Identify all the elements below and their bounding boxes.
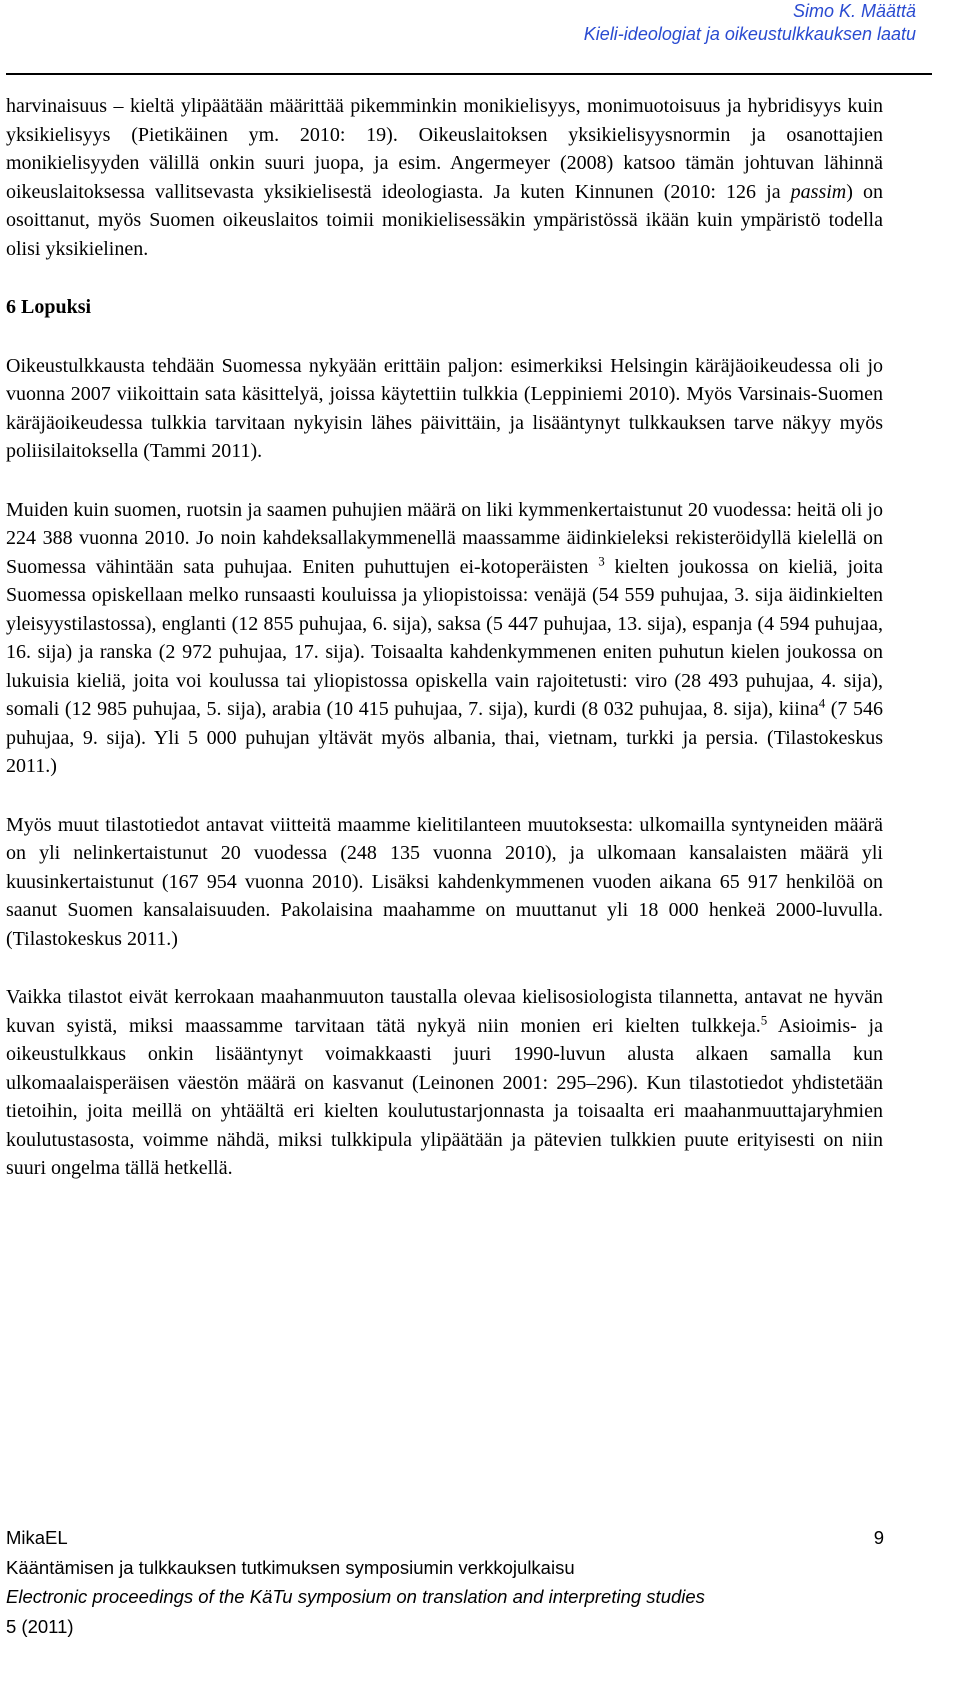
page-footer	[6, 1523, 884, 1641]
section-heading: 6 Lopuksi	[6, 296, 92, 318]
running-header	[584, 0, 916, 46]
header-rule	[6, 73, 932, 75]
paragraph-5: Vaikka tilastot eivät kerrokaan maahanmuuton taustalla olevaa kielisosiologista tilannetta, antavat ne hyvän kuvan syistä, miksi maassamme tarvitaan tätä nykyä niin monien eri kielten tulkkeja.$^5$ Asioimis- ja oikeustulkkaus onkin lisääntynyt voimakkaasti juuri 1990-luvun alusta alkaen samalla kun ulkomaalaisperäisen väestön määrä on kasvanut (Leinonen 2001: 295–296). Kun tilastotiedot yhdistetään tietoihin, joita meillä on yhtäältä eri kielten koulutustarjonnasta ja toisaalta eri maahanmuuttajaryhmien koulutustasosta, voimme nähdä, miksi tulkkipula ylipäätään ja pätevien tulkkien puute erityisesti on niin suuri ongelma tällä hetkellä.	[6, 986, 883, 1179]
footnote-ref-3: 3	[598, 552, 605, 568]
footnote-ref-4: 4	[818, 695, 826, 711]
footer-line-2: Electronic proceedings of the KäTu symposium on translation and interpreting studies	[6, 1586, 705, 1607]
paragraph-3: Muiden kuin suomen, ruotsin ja saamen puhujien määrä on liki kymmenkertaistunut 20 vuodessa: heitä oli jo 224 388 vuonna 2010. Jo noin kahdeksallakymmenellä maassamme äidinkieleksi rekisteröidyllä kielellä on Suomessa vähintään sata puhujaa. Eniten puhuttujen ei-kotoperäisten $^3$ kielten joukossa on kieliä, joita Suomessa opiskellaan melko runsaasti kouluissa ja yliopistoissa: venäjä (54 559 puhujaa, 3. sija äidinkielten yleisyystilastossa), englanti (12 855 puhujaa, 6. sija), saksa (5 447 puhujaa, 13. sija), espanja (4 594 puhujaa, 16. sija) ja ranska (2 972 puhujaa, 17. sija). Toisaalta kahdenkymmenen eniten puhutun kielen joukossa on lukuisia kieliä, joita voi koulussa tai yliopistossa opiskella vain rajoitetusti: viro (28 493 puhujaa, 4. sija), somali (12 985 puhujaa, 5. sija), arabia (10 415 puhujaa, 7. sija), kurdi (8 032 puhujaa, 8. sija), kiina$^4$ (7 546 puhujaa, 9. sija). Yli 5 000 puhujan yltävät myös albania, thai, vietnam, turkki ja persia. (Tilastokeskus 2011.)	[6, 498, 883, 777]
footer-line-3: 5 (2011)	[6, 1615, 74, 1637]
footer-line-1: Kääntämisen ja tulkkauksen tutkimuksen symposiumin verkkojulkaisu	[6, 1556, 575, 1578]
header-title: Kieli-ideologiat ja oikeustulkkauksen laatu	[583, 24, 916, 44]
body-text	[6, 92, 883, 1183]
header-author: Simo K. Määttä	[792, 1, 916, 21]
paragraph-1: harvinaisuus – kieltä ylipäätään määrittää pikemminkin monikielisyys, monimuotoisuus ja hybridisyys kuin yksikielisyys (Pietikäinen ym. 2010: 19). Oikeuslaitoksen yksikielisyysnormin ja osanottajien monikielisyyden välillä onkin suuri juopa, ja esim. Angermeyer (2008) katsoo tämän johtuvan lähinnä oikeuslaitoksessa vallitsevasta yksikielisestä ideologiasta. Ja kuten Kinnunen (2010: 126 ja passim) on osoittanut, myös Suomen oikeuslaitos toimii monikielisessäkin ympäristössä ikään kuin ympäristö todella olisi yksikielinen.	[6, 95, 884, 260]
emphasis-passim: passim	[790, 180, 847, 203]
paragraph-4: Myös muut tilastotiedot antavat viitteitä maamme kielitilanteen muutoksesta: ulkomailla syntyneiden määrä on yli nelinkertaistunut 20 vuodessa (248 135 vuonna 2010), ja ulkomaan kansalaisten määrä yli kuusinkertaistunut (167 954 vuonna 2010). Lisäksi kahdenkymmenen vuoden aikana 65 917 henkilöä on saanut Suomen kansalaisuuden. Pakolaisina maahamme on muuttanut yli 18 000 henkeä 2000-luvulla. (Tilastokeskus 2011.)	[6, 813, 883, 950]
footnote-ref-5: 5	[760, 1011, 768, 1027]
paragraph-2: Oikeustulkkausta tehdään Suomessa nykyään erittäin paljon: esimerkiksi Helsingin käräjäoikeudessa oli jo vuonna 2007 viikoittain sata käsittelyä, joissa käytettiin tulkkia (Leppiniemi 2010). Myös Varsinais-Suomen käräjäoikeudessa tulkkia tarvitaan nykyisin lähes päivittäin, ja lisääntynyt tulkkauksen tarve näkyy myös poliisilaitoksella (Tammi 2011).	[6, 354, 883, 462]
footer-journal: MikaEL	[6, 1527, 68, 1548]
page-number: 9	[873, 1527, 884, 1548]
